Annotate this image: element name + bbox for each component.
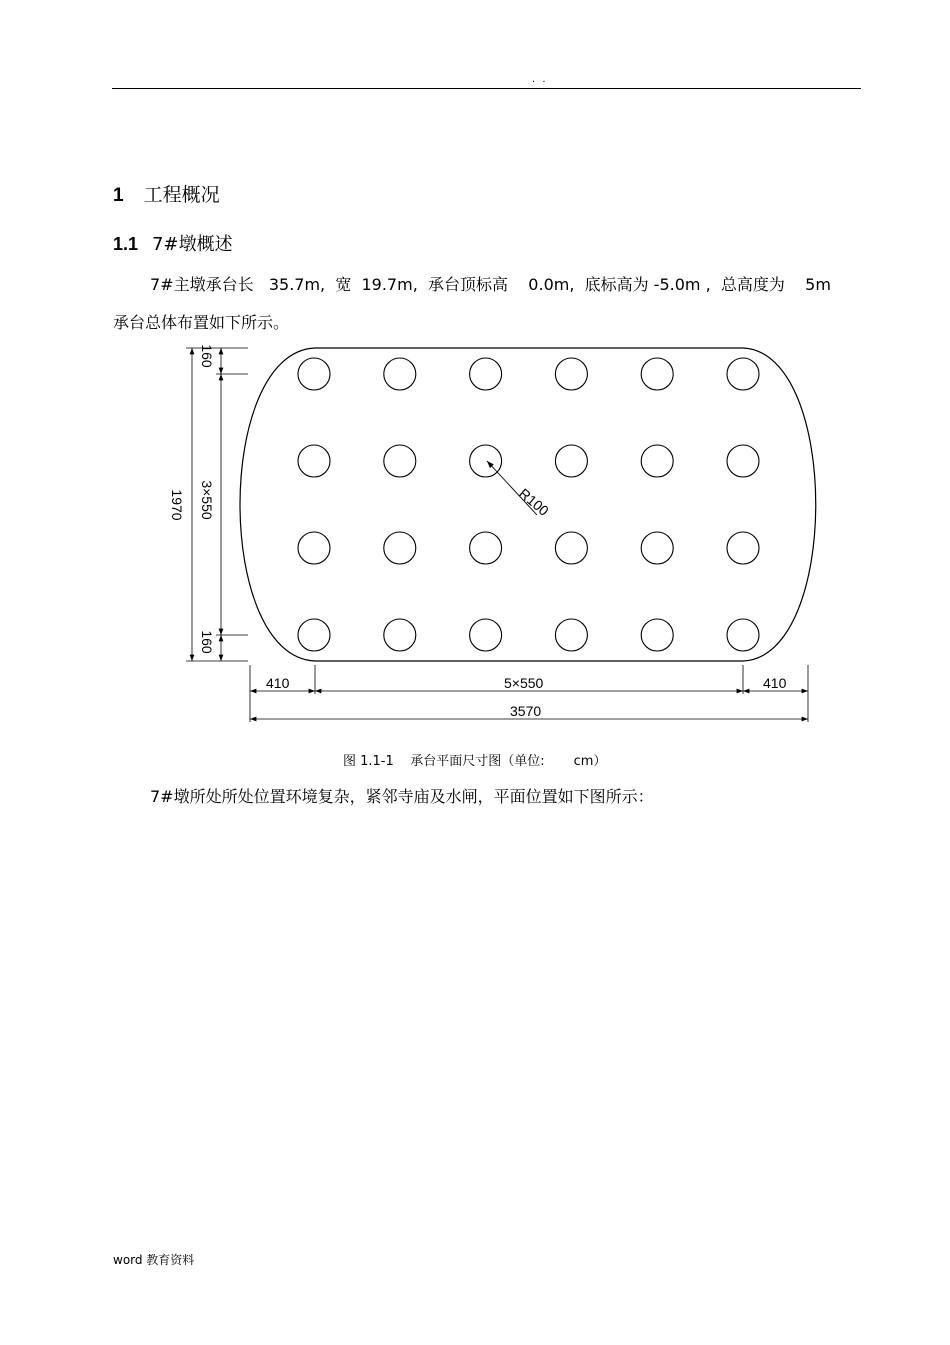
pile-circle — [298, 619, 330, 651]
subsection-title: 7#墩概述 — [152, 234, 233, 255]
dim-right-edge: 410 — [763, 675, 787, 691]
pile-cap-plan-drawing — [160, 340, 840, 740]
pile-circle — [298, 358, 330, 390]
pile-circle — [384, 445, 416, 477]
pile-circle — [470, 358, 502, 390]
dim-top-edge: 160 — [199, 344, 215, 368]
pile-circle — [384, 532, 416, 564]
pile-circle — [727, 619, 759, 651]
section-title: 工程概况 — [143, 184, 220, 206]
figure-caption: 图 1.1-1 承台平面尺寸图（单位: cm） — [343, 754, 607, 769]
pile-circle — [555, 619, 587, 651]
paragraph-dimensions: 7#主墩承台长 35.7m, 宽 19.7m, 承台顶标高 0.0m, 底标高为 -5.0m , 总高度为 5m — [150, 275, 831, 294]
section-heading — [113, 180, 220, 207]
pile-circle — [641, 619, 673, 651]
pile-circle — [727, 358, 759, 390]
pile-circle — [641, 445, 673, 477]
paragraph-site-location: 7#墩所处所处位置环境复杂，紧邻寺庙及水闸，平面位置如下图所示： — [150, 787, 654, 806]
footer-text: word 教育资料 — [113, 1253, 195, 1267]
dim-bottom-edge: 160 — [199, 630, 215, 654]
header-dots: . . — [532, 74, 548, 85]
pile-circle — [727, 445, 759, 477]
header-rule — [112, 88, 861, 89]
paragraph-layout-intro: 承台总体布置如下所示。 — [113, 313, 290, 332]
pile-circle — [727, 532, 759, 564]
dim-total-width: 1970 — [169, 489, 185, 521]
pile-circle — [298, 532, 330, 564]
dim-middle: 5×550 — [504, 675, 544, 691]
radius-label: R100 — [516, 485, 552, 519]
subsection-number: 1.1 — [113, 234, 139, 254]
pile-circle — [384, 358, 416, 390]
pile-circle — [555, 445, 587, 477]
pile-circle — [470, 532, 502, 564]
subsection-heading — [113, 230, 233, 256]
pile-circle — [384, 619, 416, 651]
dim-total-length: 3570 — [510, 703, 542, 719]
dim-left-edge: 410 — [266, 675, 290, 691]
pile-circle — [555, 358, 587, 390]
pile-circle — [298, 445, 330, 477]
dim-middle-vertical: 3×550 — [199, 480, 215, 520]
pile-circle — [470, 619, 502, 651]
pile-circle — [641, 532, 673, 564]
pile-circle — [641, 358, 673, 390]
section-number: 1 — [113, 185, 124, 206]
pile-circle — [555, 532, 587, 564]
